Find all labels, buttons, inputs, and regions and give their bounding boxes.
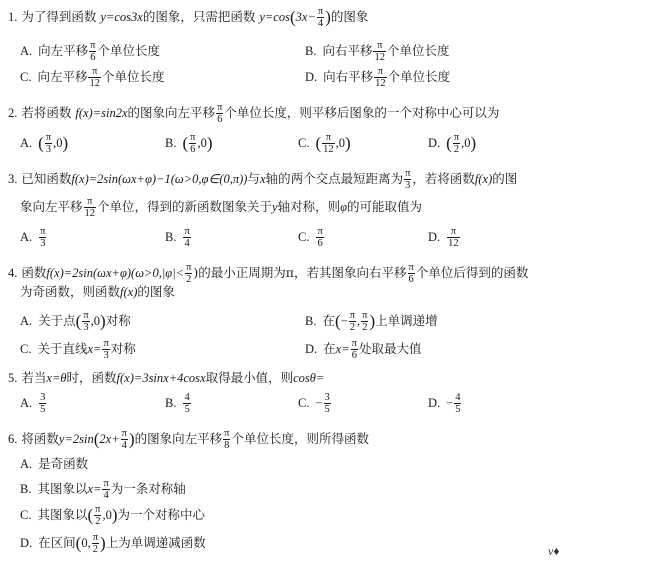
corner-mark: v♦	[548, 544, 560, 558]
q2-option-c[interactable]: C. ( $\frac{\pi}{12}$ ,0)	[298, 132, 351, 155]
q2-option-a[interactable]: A. ( $\frac{\pi}{3}$ ,0)	[20, 132, 69, 155]
q3-option-c[interactable]: C. $\frac{\pi}{6}$	[298, 226, 323, 249]
q1-option-b[interactable]: B. 向右平移 $\frac{\pi}{12}$ 个单位长度	[305, 40, 450, 63]
q6-option-d[interactable]: D. 在区间(0, $\frac{\pi}{2}$ )上为单调递减函数	[20, 532, 206, 555]
question-4-stem-line1: 4. 函数f(x)=2sin(ωx+φ)(ω>0,|φ|< $\frac{\pi}{2}$ )的最小正周期为π，若其图象向右平移 $\frac{\pi}{6}$ 个单位后得到的函数	[8, 262, 529, 285]
question-4-stem-line2: 为奇函数，则函数f(x)的图象	[20, 284, 175, 299]
q3-option-a[interactable]: A. $\frac{\pi}{3}$	[20, 226, 46, 249]
question-1-stem: 1. 为了得到函数 y=cos3x的图象，只需把函数 y=cos(3x− $\frac{\pi}{4}$ )的图象	[8, 6, 369, 29]
q4-option-c[interactable]: C. 关于直线x= $\frac{\pi}{3}$ 对称	[20, 338, 136, 361]
q4-option-b[interactable]: B. 在(− $\frac{\pi}{2}$ , $\frac{\pi}{2}$ )上单调递增	[305, 310, 438, 333]
question-6-stem: 6. 将函数y=2sin(2x+ $\frac{\pi}{4}$ )的图象向左平移 $\frac{\pi}{8}$ 个单位长度，则所得函数	[8, 428, 369, 451]
q1-option-c[interactable]: C. 向左平移 $\frac{\pi}{12}$ 个单位长度	[20, 66, 165, 89]
q4-option-a[interactable]: A. 关于点( $\frac{\pi}{3}$ ,0)对称	[20, 310, 131, 333]
q5-option-b[interactable]: B. $\frac{4}{5}$	[165, 392, 190, 415]
q6-option-c[interactable]: C. 其图象以( $\frac{\pi}{2}$ ,0)为一个对称中心	[20, 504, 206, 527]
q6-option-a[interactable]: A. 是奇函数	[20, 456, 89, 471]
q2-option-b[interactable]: B. ( $\frac{\pi}{6}$ ,0)	[165, 132, 213, 155]
q4-option-d[interactable]: D. 在x= $\frac{\pi}{6}$ 处取最大值	[305, 338, 422, 361]
q3-option-b[interactable]: B. $\frac{\pi}{4}$	[165, 226, 190, 249]
q5-option-c[interactable]: C. − $\frac{3}{5}$	[298, 392, 330, 415]
q5-option-a[interactable]: A. $\frac{3}{5}$	[20, 392, 46, 415]
q1-option-a[interactable]: A. 向左平移 $\frac{\pi}{6}$ 个单位长度	[20, 40, 160, 63]
question-2-stem: 2. 若将函数 f(x)=sin2x的图象向左平移 $\frac{\pi}{6}$ 个单位长度，则平移后图象的一个对称中心可以为	[8, 102, 500, 125]
q6-option-b[interactable]: B. 其图象以x= $\frac{\pi}{4}$ 为一条对称轴	[20, 478, 186, 501]
question-3-stem-line1: 3. 已知函数f(x)=2sin(ωx+φ)−1(ω>0,φ∈(0,π))与x轴的两个交点最短距离为 $\frac{\pi}{3}$ ，若将函数f(x)的图	[8, 168, 518, 191]
q1-option-d[interactable]: D. 向右平移 $\frac{\pi}{12}$ 个单位长度	[305, 66, 451, 89]
q5-option-d[interactable]: D. − $\frac{4}{5}$	[428, 392, 461, 415]
q2-option-d[interactable]: D. ( $\frac{\pi}{2}$ ,0)	[428, 132, 477, 155]
question-3-stem-line2: 象向左平移 $\frac{\pi}{12}$ 个单位，得到的新函数图象关于y轴对称，则φ的可能取值为	[20, 196, 423, 219]
q3-option-d[interactable]: D. $\frac{\pi}{12}$	[428, 226, 459, 249]
question-5-stem: 5. 若当x=θ时，函数f(x)=3sinx+4cosx取得最小值，则cosθ=	[8, 370, 325, 385]
